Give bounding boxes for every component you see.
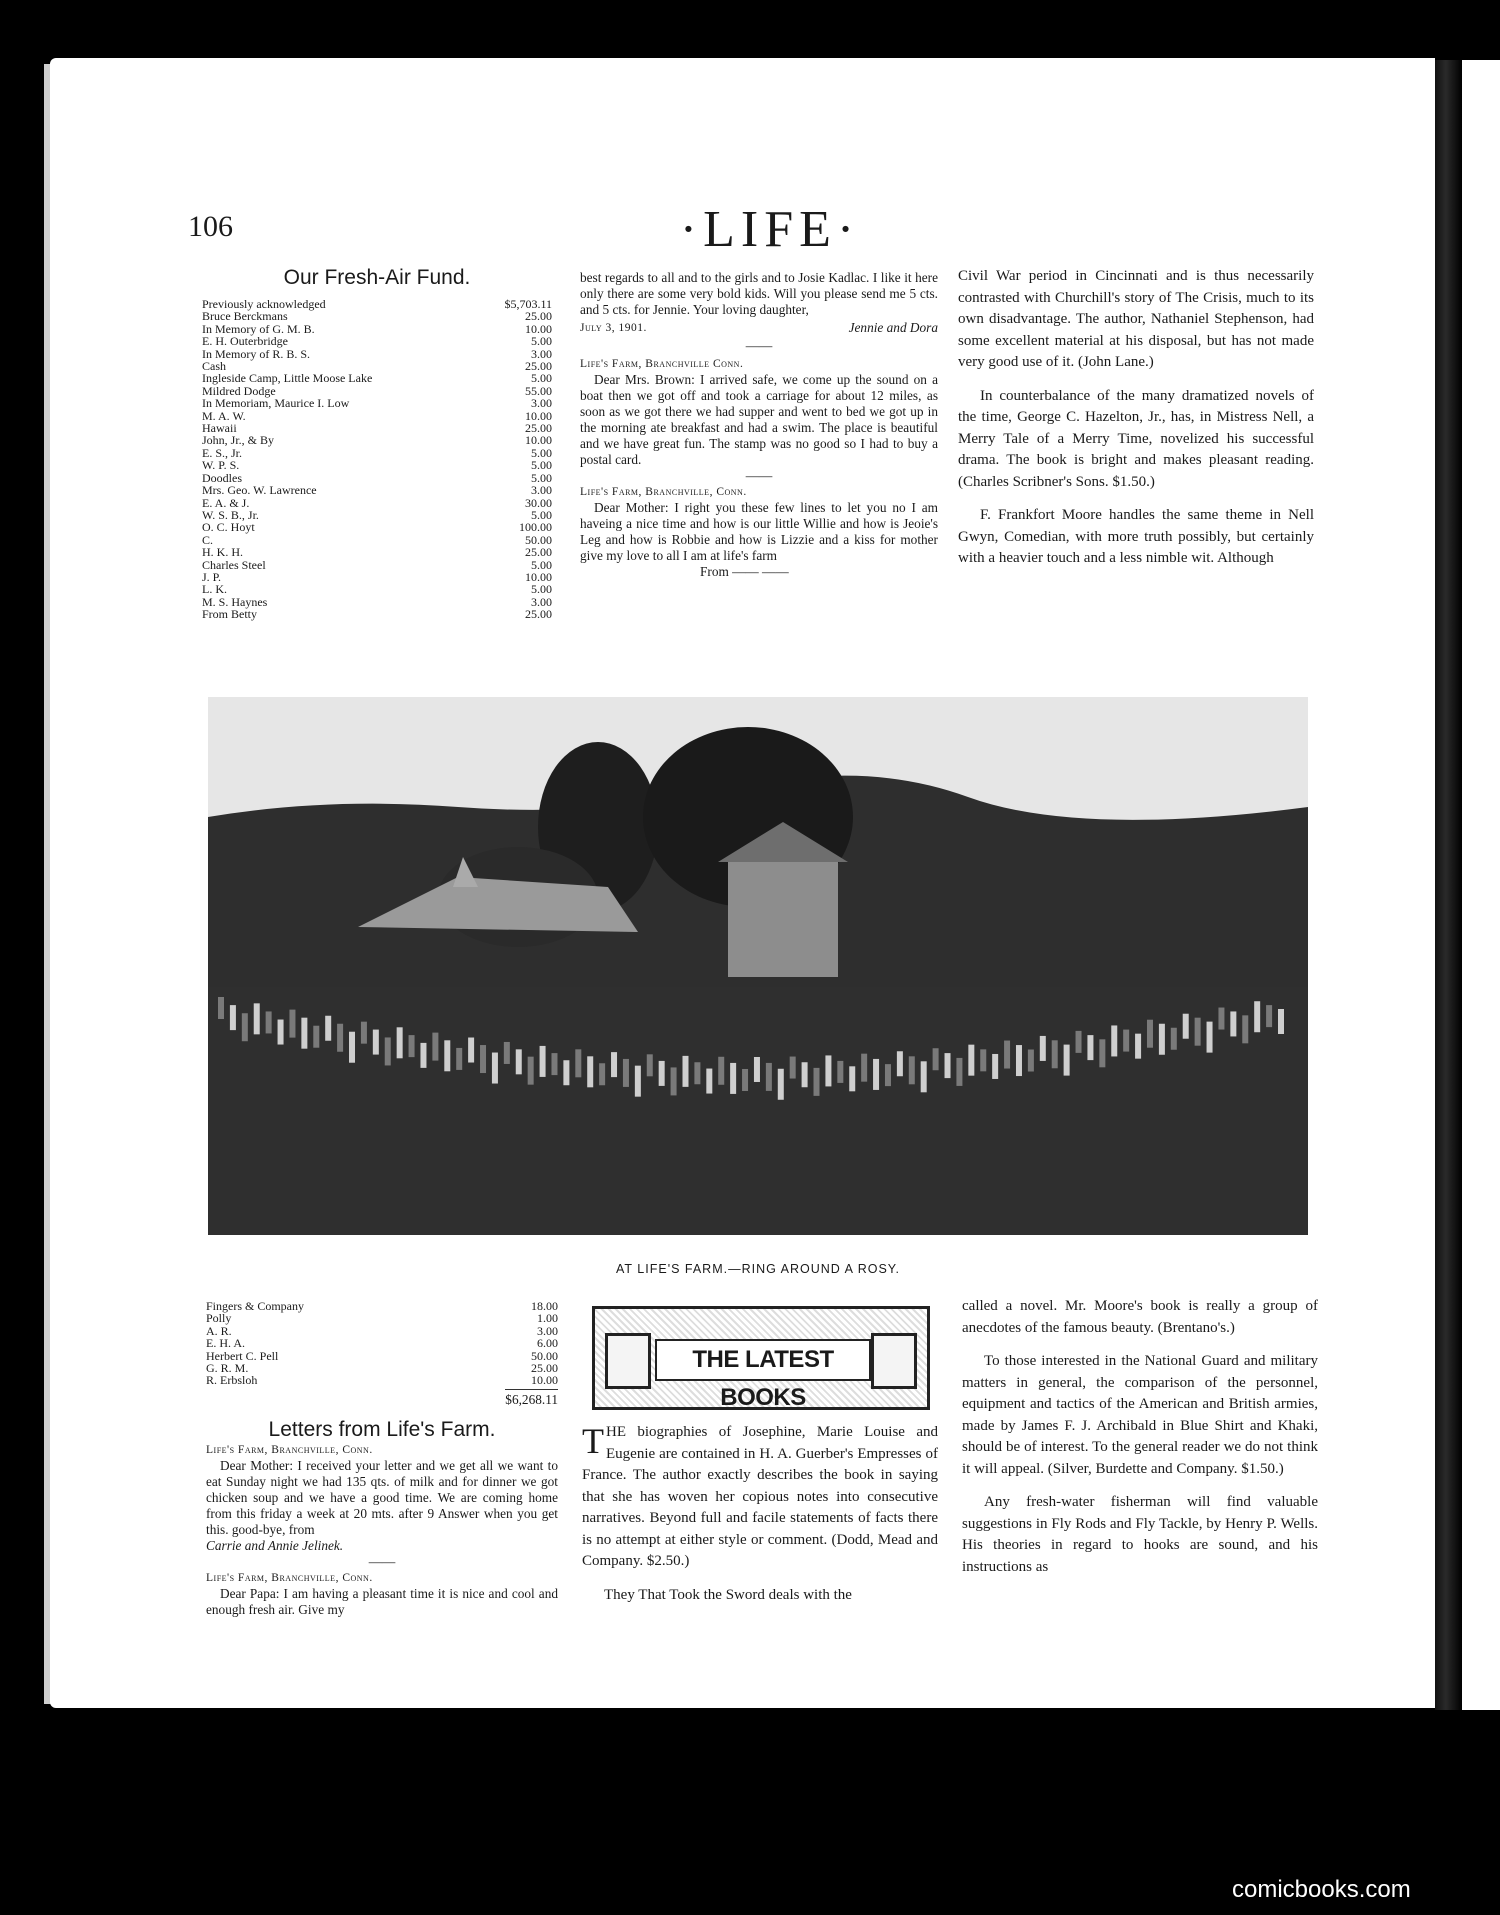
letter-body: Dear Mother: I received your letter and we get all we want to eat Sunday night we had 135 qts. of milk and for dinner we got chicken soup and we have a good time. We are coming home from this friday a week at 20 mts. after 9 Answer when you get this. good-bye, from bbox=[206, 1457, 558, 1537]
fund-row bbox=[202, 335, 552, 347]
letter-date: July 3, 1901. bbox=[580, 322, 647, 334]
child-figure bbox=[266, 1011, 272, 1033]
fund-amount: 25.00 bbox=[525, 309, 552, 324]
child-figure bbox=[1183, 1014, 1189, 1039]
fund-amount: 3.00 bbox=[531, 483, 552, 498]
child-figure bbox=[754, 1057, 760, 1082]
fund-donor: John, Jr., & By bbox=[202, 433, 275, 448]
child-figure bbox=[492, 1053, 498, 1084]
review-paragraph: called a novel. Mr. Moore's book is really a group of anecdotes of the famous beauty. (Brentano's.) bbox=[962, 1298, 1318, 1336]
fund-donor: In Memory of G. M. B. bbox=[202, 321, 315, 336]
watermark: comicbooks.com bbox=[1232, 1876, 1411, 1903]
book-illustration-right bbox=[871, 1333, 917, 1389]
child-figure bbox=[1028, 1050, 1034, 1072]
child-figure bbox=[456, 1048, 462, 1070]
letter-signature: Carrie and Annie Jelinek. bbox=[206, 1537, 344, 1553]
fund-amount: 5.00 bbox=[531, 470, 552, 485]
divider: —— bbox=[745, 468, 773, 483]
fund-donor: A. R. bbox=[206, 1323, 232, 1338]
fund-amount: 6.00 bbox=[537, 1336, 558, 1351]
fund-row bbox=[202, 484, 552, 496]
fund-row bbox=[202, 521, 552, 533]
child-figure bbox=[373, 1030, 379, 1055]
fund-amount: 10.00 bbox=[531, 1373, 558, 1388]
child-figure bbox=[1147, 1020, 1153, 1048]
fund-table-continued bbox=[206, 1300, 558, 1387]
child-figure bbox=[1254, 1001, 1260, 1032]
review-column-middle bbox=[582, 1422, 938, 1606]
child-figure bbox=[933, 1048, 939, 1070]
fund-amount: 25.00 bbox=[531, 1361, 558, 1376]
fund-row bbox=[202, 447, 552, 459]
fund-amount: 3.00 bbox=[537, 1323, 558, 1338]
child-figure bbox=[1266, 1005, 1272, 1027]
child-figure bbox=[718, 1057, 724, 1085]
masthead-title: ·LIFE· bbox=[679, 201, 861, 258]
fund-donor: L. K. bbox=[202, 582, 227, 597]
child-figure bbox=[468, 1038, 474, 1063]
letter-heading: Life's Farm, Branchville, Conn. bbox=[580, 486, 747, 498]
letter-body: Dear Papa: I am having a pleasant time it is nice and cool and enough fresh air. Give my bbox=[206, 1585, 558, 1617]
child-figure bbox=[385, 1037, 391, 1065]
farm-photograph bbox=[208, 697, 1308, 1235]
child-figure bbox=[575, 1049, 581, 1077]
fund-amount: 100.00 bbox=[519, 520, 552, 535]
review-paragraph: Civil War period in Cincinnati and is thus necessarily contrasted with Churchill's story of The Crisis, much to its own disadvantage. The author, Nathaniel Stephenson, had some excellent material at his disposal, but has not made very good use of it. (John Lane.) bbox=[958, 268, 1314, 370]
child-figure bbox=[1242, 1015, 1248, 1043]
child-figure bbox=[504, 1042, 510, 1064]
fund-donor: C. bbox=[202, 532, 214, 547]
child-figure bbox=[1159, 1024, 1165, 1055]
child-figure bbox=[921, 1061, 927, 1092]
child-figure bbox=[635, 1066, 641, 1097]
fund-donor: Bruce Berckmans bbox=[202, 309, 288, 324]
review-column-top bbox=[958, 266, 1314, 570]
fund-amount: 10.00 bbox=[525, 433, 552, 448]
fund-table bbox=[202, 298, 552, 621]
child-figure bbox=[945, 1053, 951, 1078]
fund-donor: Ingleside Camp, Little Moose Lake bbox=[202, 371, 373, 386]
fund-donor: In Memoriam, Maurice I. Low bbox=[202, 396, 350, 411]
fund-donor: O. C. Hoyt bbox=[202, 520, 255, 535]
fund-row bbox=[202, 310, 552, 322]
fund-amount: 10.00 bbox=[525, 321, 552, 336]
review-paragraph: In counterbalance of the many dramatized novels of the time, George C. Hazelton, Jr., has, in Mistress Nell, a Merry Tale of a Merry Time, novelized his successful drama. The book is bright and makes pleasant reading. (Charles Scribner's Sons. $1.50.) bbox=[958, 387, 1314, 490]
fund-amount: 25.00 bbox=[525, 359, 552, 374]
child-figure bbox=[730, 1063, 736, 1094]
review-paragraph: F. Frankfort Moore handles the same theme in Nell Gwyn, Comedian, with more truth possibly, but certainly with a heavier touch and a less nimble wit. Although bbox=[958, 507, 1314, 566]
child-figure bbox=[349, 1032, 355, 1063]
child-figure bbox=[671, 1067, 677, 1095]
child-figure bbox=[528, 1057, 534, 1085]
fund-donor: Fingers & Company bbox=[206, 1299, 304, 1313]
fund-amount: 30.00 bbox=[525, 495, 552, 510]
child-figure bbox=[825, 1055, 831, 1086]
fund-row bbox=[202, 348, 552, 360]
child-figure bbox=[1171, 1028, 1177, 1050]
child-figure bbox=[885, 1064, 891, 1086]
child-figure bbox=[1195, 1018, 1201, 1046]
child-figure bbox=[218, 997, 224, 1019]
child-figure bbox=[409, 1035, 415, 1057]
fund-column bbox=[202, 266, 552, 622]
letter-heading: Life's Farm, Branchville, Conn. bbox=[206, 1571, 373, 1584]
fund-amount: 3.00 bbox=[531, 396, 552, 411]
fund-donor: Polly bbox=[206, 1311, 232, 1326]
child-figure bbox=[1207, 1022, 1213, 1053]
child-figure bbox=[1111, 1025, 1117, 1056]
child-figure bbox=[956, 1058, 962, 1086]
child-figure bbox=[551, 1053, 557, 1075]
fund-row bbox=[202, 559, 552, 571]
fund-donor: Previously acknowledged bbox=[202, 297, 326, 311]
fund-donor: In Memory of R. B. S. bbox=[202, 346, 310, 361]
fund-row bbox=[202, 534, 552, 546]
fund-amount: 50.00 bbox=[525, 532, 552, 547]
fund-row bbox=[202, 546, 552, 558]
child-figure bbox=[432, 1033, 438, 1061]
child-figure bbox=[1064, 1045, 1070, 1076]
fund-row bbox=[206, 1350, 558, 1362]
drop-cap: T bbox=[582, 1421, 604, 1461]
fund-row bbox=[202, 608, 552, 620]
child-figure bbox=[1099, 1039, 1105, 1067]
child-figure bbox=[254, 1003, 260, 1034]
child-figure bbox=[1278, 1009, 1284, 1034]
child-figure bbox=[706, 1069, 712, 1094]
child-figure bbox=[397, 1027, 403, 1058]
child-figure bbox=[1040, 1036, 1046, 1061]
child-figure bbox=[587, 1056, 593, 1087]
child-figure bbox=[313, 1026, 319, 1048]
divider: —— bbox=[368, 1553, 396, 1569]
child-figure bbox=[849, 1066, 855, 1091]
child-figure bbox=[766, 1063, 772, 1091]
fund-donor: Herbert C. Pell bbox=[206, 1348, 279, 1363]
fund-donor: Hawaii bbox=[202, 421, 237, 436]
fund-donor: M. S. Haynes bbox=[202, 594, 268, 609]
fund-donor: W. P. S. bbox=[202, 458, 240, 473]
child-figure bbox=[599, 1063, 605, 1085]
latest-books-heading: THE LATEST BOOKS bbox=[655, 1339, 871, 1381]
review-paragraph: To those interested in the National Guard and military matters in general, the comparison of the personnel, equipment and tactics of the American and British armies, made by James F. J. Archibald in Blue Shirt and Khaki, should be of interest. To the general reader we do not think it will appeal. (Silver, Burdette and Company. $1.50.) bbox=[962, 1353, 1318, 1477]
child-figure bbox=[1218, 1008, 1224, 1030]
child-figure bbox=[694, 1062, 700, 1084]
child-figure bbox=[897, 1051, 903, 1076]
divider: —— bbox=[745, 338, 773, 353]
fund-amount: 5.00 bbox=[531, 458, 552, 473]
fund-amount: 3.00 bbox=[531, 594, 552, 609]
child-figure bbox=[1123, 1030, 1129, 1052]
child-figure bbox=[1052, 1040, 1058, 1068]
fund-row bbox=[206, 1337, 558, 1349]
latest-books-banner bbox=[592, 1306, 930, 1410]
child-figure bbox=[682, 1056, 688, 1087]
child-figure bbox=[516, 1049, 522, 1074]
fund-amount: 5.00 bbox=[531, 582, 552, 597]
fund-donor: Mildred Dodge bbox=[202, 383, 276, 398]
child-figure bbox=[1087, 1035, 1093, 1060]
child-figure bbox=[1016, 1045, 1022, 1076]
child-figure bbox=[814, 1068, 820, 1096]
child-figure bbox=[659, 1061, 665, 1086]
page-number: 106 bbox=[188, 210, 233, 243]
fund-row bbox=[202, 571, 552, 583]
fund-donor: W. S. B., Jr. bbox=[202, 507, 259, 522]
review-column-bottom bbox=[962, 1296, 1318, 1578]
review-paragraph: HE biographies of Josephine, Marie Louise and Eugenie are contained in H. A. Guerber's Empresses of France. The author exactly describes the book in saying that she has woven her copious notes into consecutive narratives. Beyond full and facile statements of facts there is no attempt at either style or comment. (Dodd, Mead and Company. $2.50.) bbox=[582, 1424, 938, 1569]
fund-title: Our Fresh-Air Fund. bbox=[283, 266, 471, 289]
child-figure bbox=[230, 1005, 236, 1030]
child-figure bbox=[337, 1024, 343, 1052]
fund-row bbox=[206, 1325, 558, 1337]
child-figure bbox=[611, 1052, 617, 1077]
child-figure bbox=[790, 1057, 796, 1079]
fund-amount: 10.00 bbox=[525, 408, 552, 423]
child-figure bbox=[278, 1020, 284, 1045]
review-paragraph: They That Took the Sword deals with the bbox=[604, 1586, 852, 1603]
fund-donor: R. Erbsloh bbox=[206, 1373, 258, 1388]
child-figure bbox=[301, 1018, 307, 1049]
child-figure bbox=[647, 1054, 653, 1076]
child-figure bbox=[873, 1059, 879, 1090]
fund-amount: 5.00 bbox=[531, 445, 552, 460]
child-figure bbox=[540, 1046, 546, 1077]
fund-donor: E. S., Jr. bbox=[202, 445, 243, 460]
child-figure bbox=[361, 1022, 367, 1044]
fund-donor: E. H. A. bbox=[206, 1336, 245, 1351]
child-figure bbox=[1004, 1041, 1010, 1069]
fund-row bbox=[202, 397, 552, 409]
letter-body: Dear Mrs. Brown: I arrived safe, we come up the sound on a boat then we got off and took a carriage for about 12 miles, as soon as we got there we had supper and went to bed we got up in the morning ate breakfast and had a swim. The place is beautiful and we have great fun. The stamp was no good so I had to buy a postal card. bbox=[580, 372, 938, 467]
fund-donor: G. R. M. bbox=[206, 1361, 249, 1376]
fund-amount: 5.00 bbox=[531, 334, 552, 349]
letter-body: Dear Mother: I right you these few lines to let you no I am haveing a nice time and how is our little Willie and how is Jeoie's Leg and how is Robbie and how is Lizzie and a kiss for mother give my love to all I am at life's farm bbox=[580, 500, 938, 563]
child-figure bbox=[420, 1043, 426, 1068]
fund-row bbox=[206, 1362, 558, 1374]
fund-donor: Mrs. Geo. W. Lawrence bbox=[202, 483, 317, 498]
fund-row bbox=[202, 434, 552, 446]
child-figure bbox=[480, 1045, 486, 1073]
fund-amount: 5.00 bbox=[531, 507, 552, 522]
letters-column-top bbox=[580, 270, 938, 580]
fund-row bbox=[202, 372, 552, 384]
fund-row bbox=[202, 459, 552, 471]
child-figure bbox=[623, 1059, 629, 1087]
fund-donor: From Betty bbox=[202, 607, 258, 622]
child-figure bbox=[861, 1054, 867, 1082]
fund-amount: 10.00 bbox=[525, 569, 552, 584]
letter-signature: Jennie and Dora bbox=[848, 320, 938, 335]
fund-amount: 25.00 bbox=[525, 607, 552, 622]
letter-continuation: best regards to all and to the girls and to Josie Kadlac. I like it here only there are some very bold kids. Will you please send me 5 cts. and 5 cts. for Jennie. Your loving daughter, bbox=[580, 270, 938, 317]
child-figure bbox=[909, 1056, 915, 1084]
fund-amount: 3.00 bbox=[531, 346, 552, 361]
fund-amount: 25.00 bbox=[525, 545, 552, 560]
child-figure bbox=[563, 1060, 569, 1085]
child-figure bbox=[1076, 1031, 1082, 1053]
fund-amount: 1.00 bbox=[537, 1311, 558, 1326]
fund-donor: Charles Steel bbox=[202, 557, 266, 572]
fund-donor: J. P. bbox=[202, 569, 222, 584]
child-figure bbox=[837, 1061, 843, 1083]
child-figure bbox=[992, 1054, 998, 1079]
child-figure bbox=[778, 1069, 784, 1100]
child-figure bbox=[444, 1040, 450, 1071]
child-figure bbox=[242, 1013, 248, 1041]
fund-amount: 18.00 bbox=[531, 1299, 558, 1313]
fund-amount: 50.00 bbox=[531, 1348, 558, 1363]
letters-title: Letters from Life's Farm. bbox=[268, 1417, 496, 1441]
letter-signature: From —— —— bbox=[700, 564, 789, 579]
fund-donor: Doodles bbox=[202, 470, 242, 485]
fund-amount: 5.00 bbox=[531, 371, 552, 386]
fund-amount: $5,703.11 bbox=[504, 297, 552, 311]
fund-donor: M. A. W. bbox=[202, 408, 246, 423]
fund-row bbox=[206, 1312, 558, 1324]
photo-scene bbox=[208, 697, 1308, 1235]
page-gutter bbox=[1435, 60, 1462, 1710]
review-paragraph: Any fresh-water fisherman will find valuable suggestions in Fly Rods and Fly Tackle, by Henry P. Wells. His theories in regard to hooks are sound, and his instructions as bbox=[962, 1494, 1318, 1575]
child-figure bbox=[980, 1049, 986, 1071]
fund-row bbox=[202, 410, 552, 422]
child-figure bbox=[1135, 1034, 1141, 1059]
fund-total: $6,268.11 bbox=[505, 1389, 558, 1408]
fund-donor: E. H. Outerbridge bbox=[202, 334, 288, 349]
fund-donor: Cash bbox=[202, 359, 226, 374]
fund-amount: 5.00 bbox=[531, 557, 552, 572]
child-figure bbox=[802, 1062, 808, 1087]
letter-heading: Life's Farm, Branchville, Conn. bbox=[206, 1443, 373, 1456]
fund-row bbox=[206, 1300, 558, 1312]
fund-column-continued bbox=[206, 1300, 558, 1618]
fund-row bbox=[202, 583, 552, 595]
book-illustration-left bbox=[605, 1333, 651, 1389]
child-figure bbox=[968, 1045, 974, 1076]
photo-caption: AT LIFE'S FARM.—RING AROUND A ROSY. bbox=[616, 1262, 900, 1276]
child-figure bbox=[742, 1069, 748, 1091]
fund-donor: E. A. & J. bbox=[202, 495, 250, 510]
fund-donor: H. K. H. bbox=[202, 545, 243, 560]
facing-page-edge bbox=[1462, 60, 1500, 1710]
fund-row bbox=[206, 1374, 558, 1386]
child-figure bbox=[325, 1016, 331, 1041]
child-figure bbox=[289, 1010, 295, 1038]
fund-amount: 55.00 bbox=[525, 383, 552, 398]
letter-heading: Life's Farm, Branchville Conn. bbox=[580, 358, 744, 370]
fund-amount: 25.00 bbox=[525, 421, 552, 436]
child-figure bbox=[1230, 1011, 1236, 1036]
